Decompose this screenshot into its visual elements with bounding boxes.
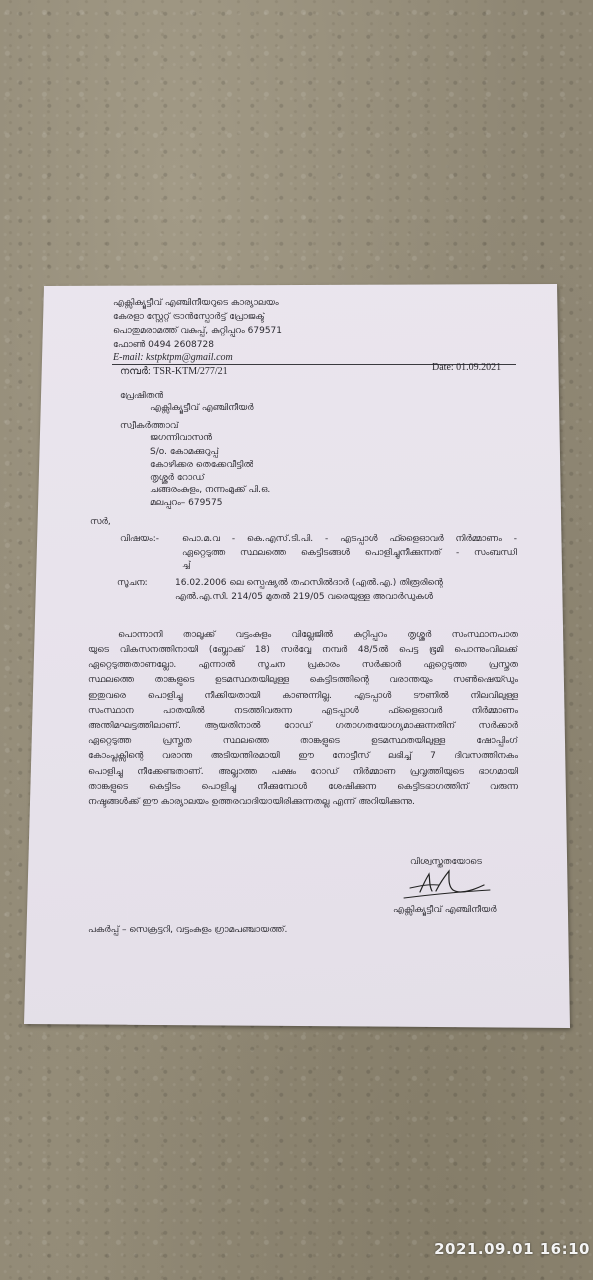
body-line: സ്ഥലത്തെ താങ്കളുടെ ഉടമസ്ഥതയിലുള്ള കെട്ടിടത്തിന്റെ വരാന്തയും സൺഷെയ്ഡും (88, 675, 518, 685)
letterhead-email: E-mail: kstpktpm@gmail.com (113, 352, 233, 363)
body-line: ഏറ്റെടുത്തതാണല്ലോ. എന്നാൽ സൂചന പ്രകാരം സർക്കാർ ഏറ്റെടുത്ത പ്രസ്തുത (88, 660, 518, 670)
subject-line: പൊ.മ.വ - കെ.എസ്.ടി.പി. - എടപ്പാൾ ഫ്ളൈഓവർ നിർമ്മാണം - (182, 534, 517, 544)
photo-timestamp: 2021.09.01 16:10 (434, 1240, 590, 1258)
recipient-line: കോഴിക്കര തെക്കേവീട്ടിൽ (150, 460, 254, 470)
copy-to: പകർപ്പ് – സെക്രട്ടറി, വട്ടംകുളം ഗ്രാമപഞ്ചായത്ത്. (88, 925, 288, 935)
closing: വിശ്വസ്തതയോടെ (410, 857, 482, 867)
body-line: പൊന്നാനി താലൂക്ക് വട്ടംകുളം വില്ലേജിൽ കുറ്റിപ്പുറം തൃശ്ശൂർ സംസ്ഥാനപാത (118, 630, 518, 640)
subject-line: ച്ച് (182, 560, 191, 570)
letterhead-phone: ഫോൺ 0494 2608728 (113, 340, 214, 350)
sender-label: പ്രേഷിതൻ (120, 391, 164, 401)
letterhead-department: പൊതുമരാമത്ത് വകുപ്പ്, കുറ്റിപ്പുറം 679571 (113, 326, 282, 336)
reference-line: 16.02.2006 ലെ സ്പെഷ്യൽ തഹസിൽദാർ (എൽ.എ.) തിരൂരിന്റെ (175, 578, 443, 588)
body-line: സംസ്ഥാന പാതയിൽ നടത്തിവരുന്ന എടപ്പാൾ ഫ്ളൈഓവർ നിർമ്മാണം (88, 706, 518, 716)
body-line: ഇതുവരെ പൊളിച്ചു നീക്കിയതായി കാണുന്നില്ല. എടപ്പാൾ ടൗണിൽ നിലവിലുള്ള (88, 691, 518, 701)
recipient-line: ജഗന്നിവാസൻ (150, 433, 213, 443)
letter-date: Date: 01.09.2021 (432, 362, 502, 373)
handwritten-signature (398, 864, 498, 906)
body-line: യുടെ വികസനത്തിനായി (ബ്ലോക്ക് 18) സർവ്വേ നമ്പർ 48/5ൽ പെട്ട ഭൂമി പൊന്നുംവിലക്ക് (88, 645, 518, 655)
letterhead-office: എക്സിക്യൂട്ടീവ് എഞ്ചിനീയറുടെ കാര്യാലയം (113, 298, 279, 308)
recipient-label: സ്വീകർത്താവ് (120, 421, 179, 431)
recipient-line: S/o. കോമക്കുറുപ്പ് (150, 447, 219, 457)
recipient-line: ചങ്ങരംകുളം, നന്നംമുക്ക് പി.ഒ. (150, 485, 271, 495)
reference-number: നമ്പർ: TSR-KTM/277/21 (120, 366, 228, 377)
body-line: കോംപ്ലക്സിന്റെ വരാന്ത അടിയന്തിരമായി ഈ നോട്ടീസ് ലഭിച്ച് 7 ദിവസത്തിനകം (88, 751, 518, 761)
body-line: നഷ്ടങ്ങൾക്ക് ഈ കാര്യാലയം ഉത്തരവാദിയായിരിക്കുന്നതല്ല എന്ന് അറിയിക്കുന്നു. (88, 797, 415, 807)
salutation: സർ, (90, 517, 111, 527)
sender-name: എക്സിക്യൂട്ടീവ് എഞ്ചിനീയർ (150, 403, 254, 413)
signatory-title: എക്സിക്യൂട്ടീവ് എഞ്ചിനീയർ (393, 905, 497, 915)
reference-line: എൽ.എ.സി. 214/05 മുതൽ 219/05 വരെയുള്ള അവാർഡുകൾ (175, 592, 433, 602)
body-line: അന്തിമഘട്ടത്തിലാണ്. ആയതിനാൽ റോഡ് ഗതാഗതയോഗ്യമാക്കുന്നതിന് സർക്കാർ (88, 721, 518, 731)
body-line: താങ്കളുടെ കെട്ടിടം പൊളിച്ചു നീക്കുമ്പോൾ ശേഷിക്കുന്ന കെട്ടിടഭാഗത്തിന് വരുന്ന (88, 782, 518, 792)
reference-label: സൂചന: (117, 578, 148, 588)
subject-line: ഏറ്റെടുത്ത സ്ഥലത്തെ കെട്ടിടങ്ങൾ പൊളിച്ചുനീക്കുന്നത് - സംബന്ധി (182, 548, 517, 558)
recipient-line: മലപ്പുറം– 679575 (150, 498, 223, 508)
body-line: പൊളിച്ചു നീക്കേണ്ടതാണ്. അല്ലാത്ത പക്ഷം റോഡ് നിർമ്മാണ പ്രവൃത്തിയുടെ ഭാഗമായി (88, 767, 518, 777)
letterhead-project: കേരളാ സ്റ്റേറ്റ് ട്രാൻസ്പോർട്ട് പ്രോജക്ട് (113, 312, 265, 322)
subject-label: വിഷയം:- (120, 534, 159, 544)
recipient-line: തൃശ്ശൂർ റോഡ് (150, 473, 205, 483)
body-line: ഏറ്റെടുത്ത പ്രസ്തുത സ്ഥലത്തെ താങ്കളുടെ ഉടമസ്ഥതയിലുള്ള ഷോപ്പിംഗ് (88, 736, 518, 746)
